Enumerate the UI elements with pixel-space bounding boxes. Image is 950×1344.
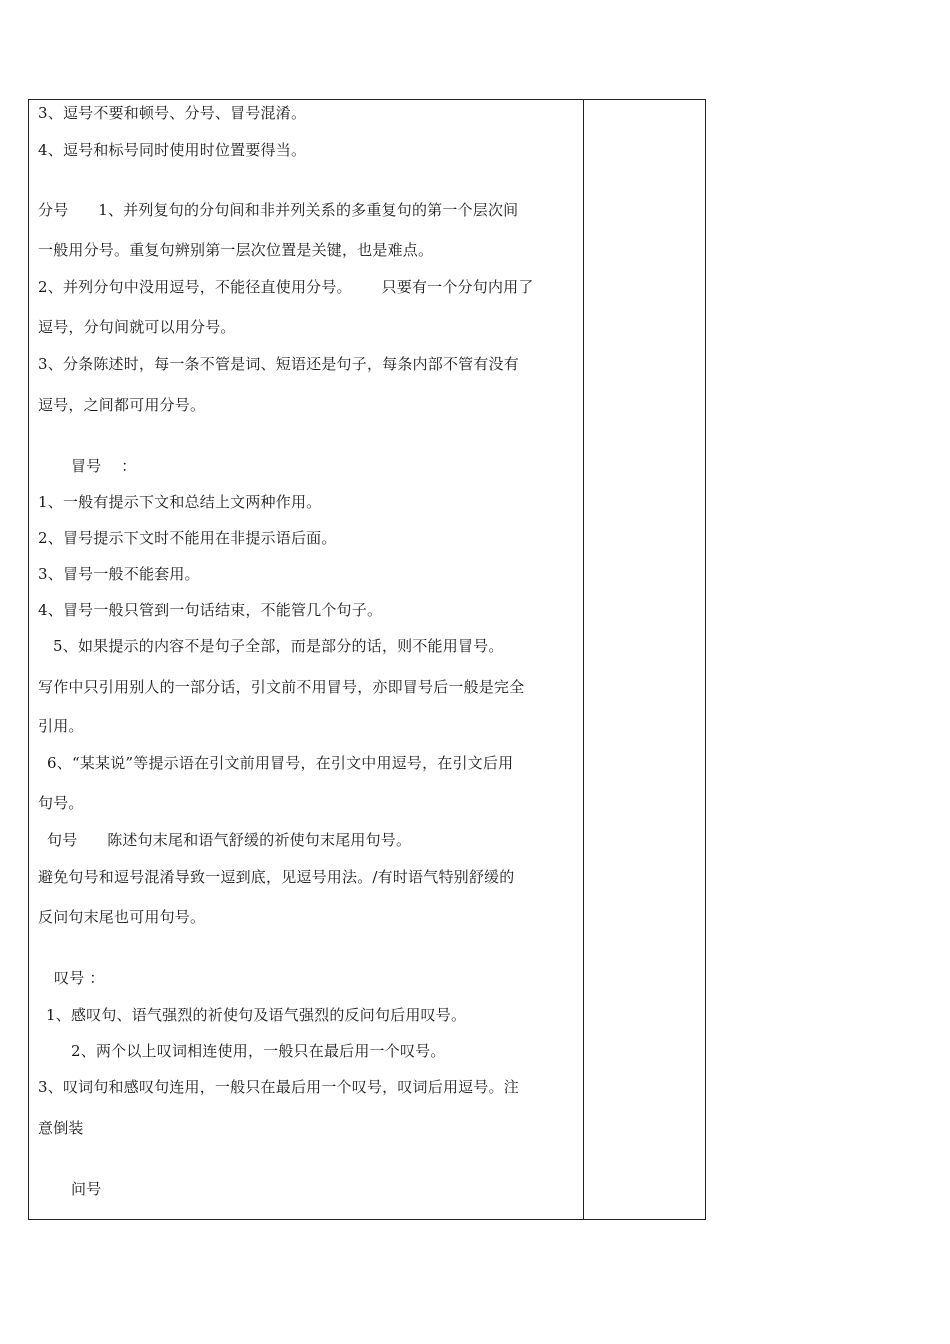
text-line: 2、并列分句中没用逗号，不能径直使用分号。 只要有一个分句内用了: [38, 278, 534, 296]
text-line: 逗号，之间都可用分号。: [38, 396, 206, 414]
section-heading-question: 问号: [71, 1180, 102, 1198]
text-line: 写作中只引用别人的一部分话，引文前不用冒号，亦即冒号后一般是完全: [38, 678, 525, 696]
text-line: 反问句末尾也可用句号。: [38, 908, 206, 926]
text-line: 6、“某某说”等提示语在引文前用冒号，在引文中用逗号，在引文后用: [47, 754, 514, 772]
text-line: 3、逗号不要和顿号、分号、冒号混淆。: [38, 104, 307, 122]
text-line: 2、两个以上叹词相连使用，一般只在最后用一个叹号。: [71, 1042, 446, 1060]
document-table: [28, 99, 706, 1220]
column-divider: [583, 100, 584, 1219]
text-line: 3、叹词句和感叹句连用，一般只在最后用一个叹号，叹词后用逗号。注: [38, 1078, 519, 1096]
text-line: 引用。: [38, 717, 84, 735]
text-line: 5、如果提示的内容不是句子全部，而是部分的话，则不能用冒号。: [53, 637, 504, 655]
text-line: 避免句号和逗号混淆导致一逗到底，见逗号用法。/有时语气特别舒缓的: [38, 868, 515, 886]
text-line: 意倒装: [38, 1119, 84, 1137]
text-line: 3、分条陈述时，每一条不管是词、短语还是句子，每条内部不管有没有: [38, 355, 519, 373]
section-heading-exclamation: 叹号 ：: [54, 969, 105, 987]
text-line: 逗号，分句间就可以用分号。: [38, 318, 236, 336]
text-line: 句号。: [38, 794, 84, 812]
text-line: 一般用分号。重复句辨别第一层次位置是关键，也是难点。: [38, 241, 434, 259]
text-line: 2、冒号提示下文时不能用在非提示语后面。: [38, 529, 337, 547]
text-line: 3、冒号一般不能套用。: [38, 565, 200, 583]
section-heading-period: 句号 陈述句末尾和语气舒缓的祈使句末尾用句号。: [47, 831, 412, 849]
text-line: 1、一般有提示下文和总结上文两种作用。: [38, 493, 322, 511]
text-line: 4、逗号和标号同时使用时位置要得当。: [38, 141, 307, 159]
text-line: 1、感叹句、语气强烈的祈使句及语气强烈的反问句后用叹号。: [46, 1006, 467, 1024]
section-heading-colon: 冒号 ：: [71, 457, 137, 475]
text-line: 4、冒号一般只管到一句话结束，不能管几个句子。: [38, 601, 383, 619]
section-heading-semicolon: 分号 1、并列复句的分句间和非并列关系的多重复句的第一个层次间: [38, 201, 519, 219]
